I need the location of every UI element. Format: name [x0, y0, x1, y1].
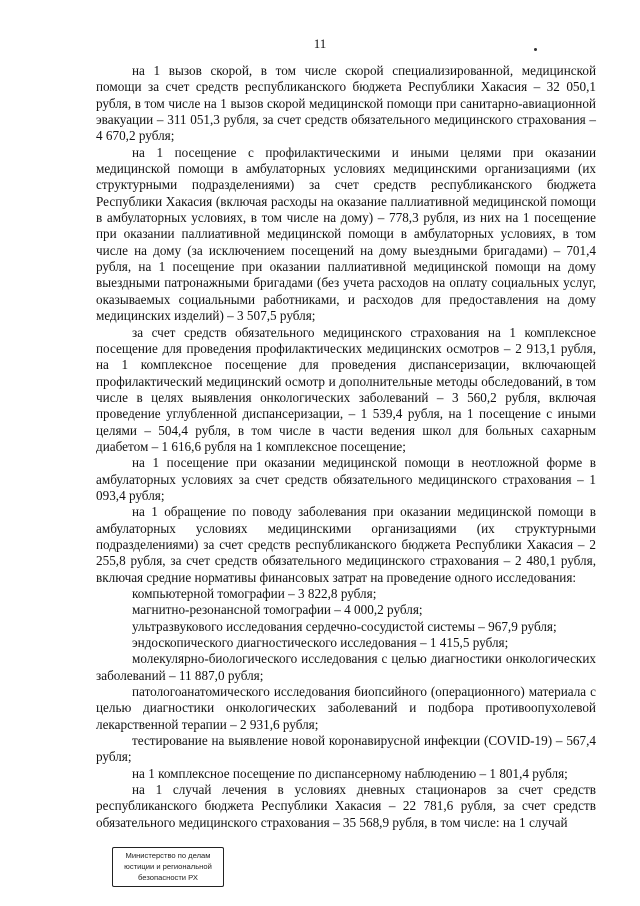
page-number: 11 — [313, 36, 327, 51]
paragraph-disease-appeal: на 1 обращение по поводу заболевания при оказании медицинской помощи в амбулаторных условиях медицинскими организациями (их структурными подразделениями) за счет средств республиканского бюджета Республики Хакасия – 2 255,8 рубля, за счет средств обязательного медицинского страхования – 2 480,1 рубля, включая средние нормативы финансовых затрат на проведение одного исследования: — [96, 504, 596, 585]
document-body — [96, 63, 596, 831]
ministry-stamp — [112, 847, 224, 887]
stamp-line: юстиции и региональной — [124, 862, 212, 871]
paragraph-preventive-visit: на 1 посещение с профилактическими и иными целями при оказании медицинской помощи в амбулаторных условиях медицинскими организациями (их структурными подразделениями) за счет средств республиканского бюджета Республики Хакасия (включая расходы на оказание паллиативной медицинской помощи в амбулаторных условиях, в том числе на дому) – 778,3 рубля, из них на 1 посещение при оказании паллиативной медицинской помощи в амбулаторных условиях, в том числе на дому (за исключением посещений на дому выездными бригадами) – 701,4 рубля, на 1 посещение при оказании паллиативной медицинской помощи на дому выездными патронажными бригадами (без учета расходов на оплату социальных услуг, оказываемых социальными работниками, и расходов для предоставления на дому медицинских изделий) – 3 507,5 рубля; — [96, 144, 596, 324]
stamp-line: Министерство по делам — [125, 851, 211, 860]
list-item-ct: компьютерной томографии – 3 822,8 рубля; — [132, 586, 377, 601]
paragraph-urgent-visit: на 1 посещение при оказании медицинской помощи в неотложной форме в амбулаторных условиях за счет средств обязательного медицинского страхования – 1 093,4 рубля; — [96, 455, 596, 503]
paragraph-ambulance: на 1 вызов скорой, в том числе скорой специализированной, медицинской помощи за счет средств республиканского бюджета Республики Хакасия – 32 050,1 рубля, в том числе на 1 вызов скорой медицинской помощи при санитарно-авиационной эвакуации – 311 051,3 рубля, за счет средств обязательного медицинского страхования – 4 670,2 рубля; — [96, 63, 596, 144]
paragraph-dispensary: на 1 комплексное посещение по диспансерному наблюдению – 1 801,4 рубля; — [132, 765, 568, 781]
list-item-endoscopy: эндоскопического диагностического исследования – 1 415,5 рубля; — [132, 635, 509, 651]
stamp-line: безопасности РХ — [138, 873, 198, 882]
dot-mark — [534, 48, 537, 51]
list-item-ultrasound: ультразвукового исследования сердечно-сосудистой системы – 967,9 рубля; — [132, 618, 557, 634]
list-item-mri: магнитно-резонансной томографии – 4 000,2 рубля; — [132, 602, 423, 618]
paragraph-complex-visit: за счет средств обязательного медицинского страхования на 1 комплексное посещение для проведения профилактических медицинских осмотров – 2 913,1 рубля, на 1 комплексное посещение для проведения диспансеризации, включающей профилактический медицинский осмотр и дополнительные методы обследований, в том числе в целях выявления онкологических заболеваний – 3 560,2 рубля, включая проведение углубленной диспансеризации, – 1 539,4 рубля, на 1 посещение с иными целями – 504,4 рубля, в том числе в части ведения школ для больных сахарным диабетом – 1 616,6 рубля на 1 комплексное посещение; — [96, 324, 596, 454]
list-item-molecular: молекулярно-биологического исследования с целью диагностики онкологических заболеваний – 11 887,0 рубля; — [96, 651, 596, 683]
list-item-covid-test: тестирование на выявление новой коронавирусной инфекции (COVID-19) – 567,4 рубля; — [96, 733, 596, 765]
list-item-pathology: патологоанатомического исследования биопсийного (операционного) материала с целью диагностики онкологических заболеваний и подбора противоопухолевой лекарственной терапии – 2 931,6 рубля; — [96, 684, 596, 732]
paragraph-day-hospital: на 1 случай лечения в условиях дневных стационаров за счет средств республиканского бюджета Республики Хакасия – 22 781,6 рубля, за счет средств обязательного медицинского страхования – 35 568,9 рубля, в том числе: на 1 случай — [96, 782, 596, 830]
